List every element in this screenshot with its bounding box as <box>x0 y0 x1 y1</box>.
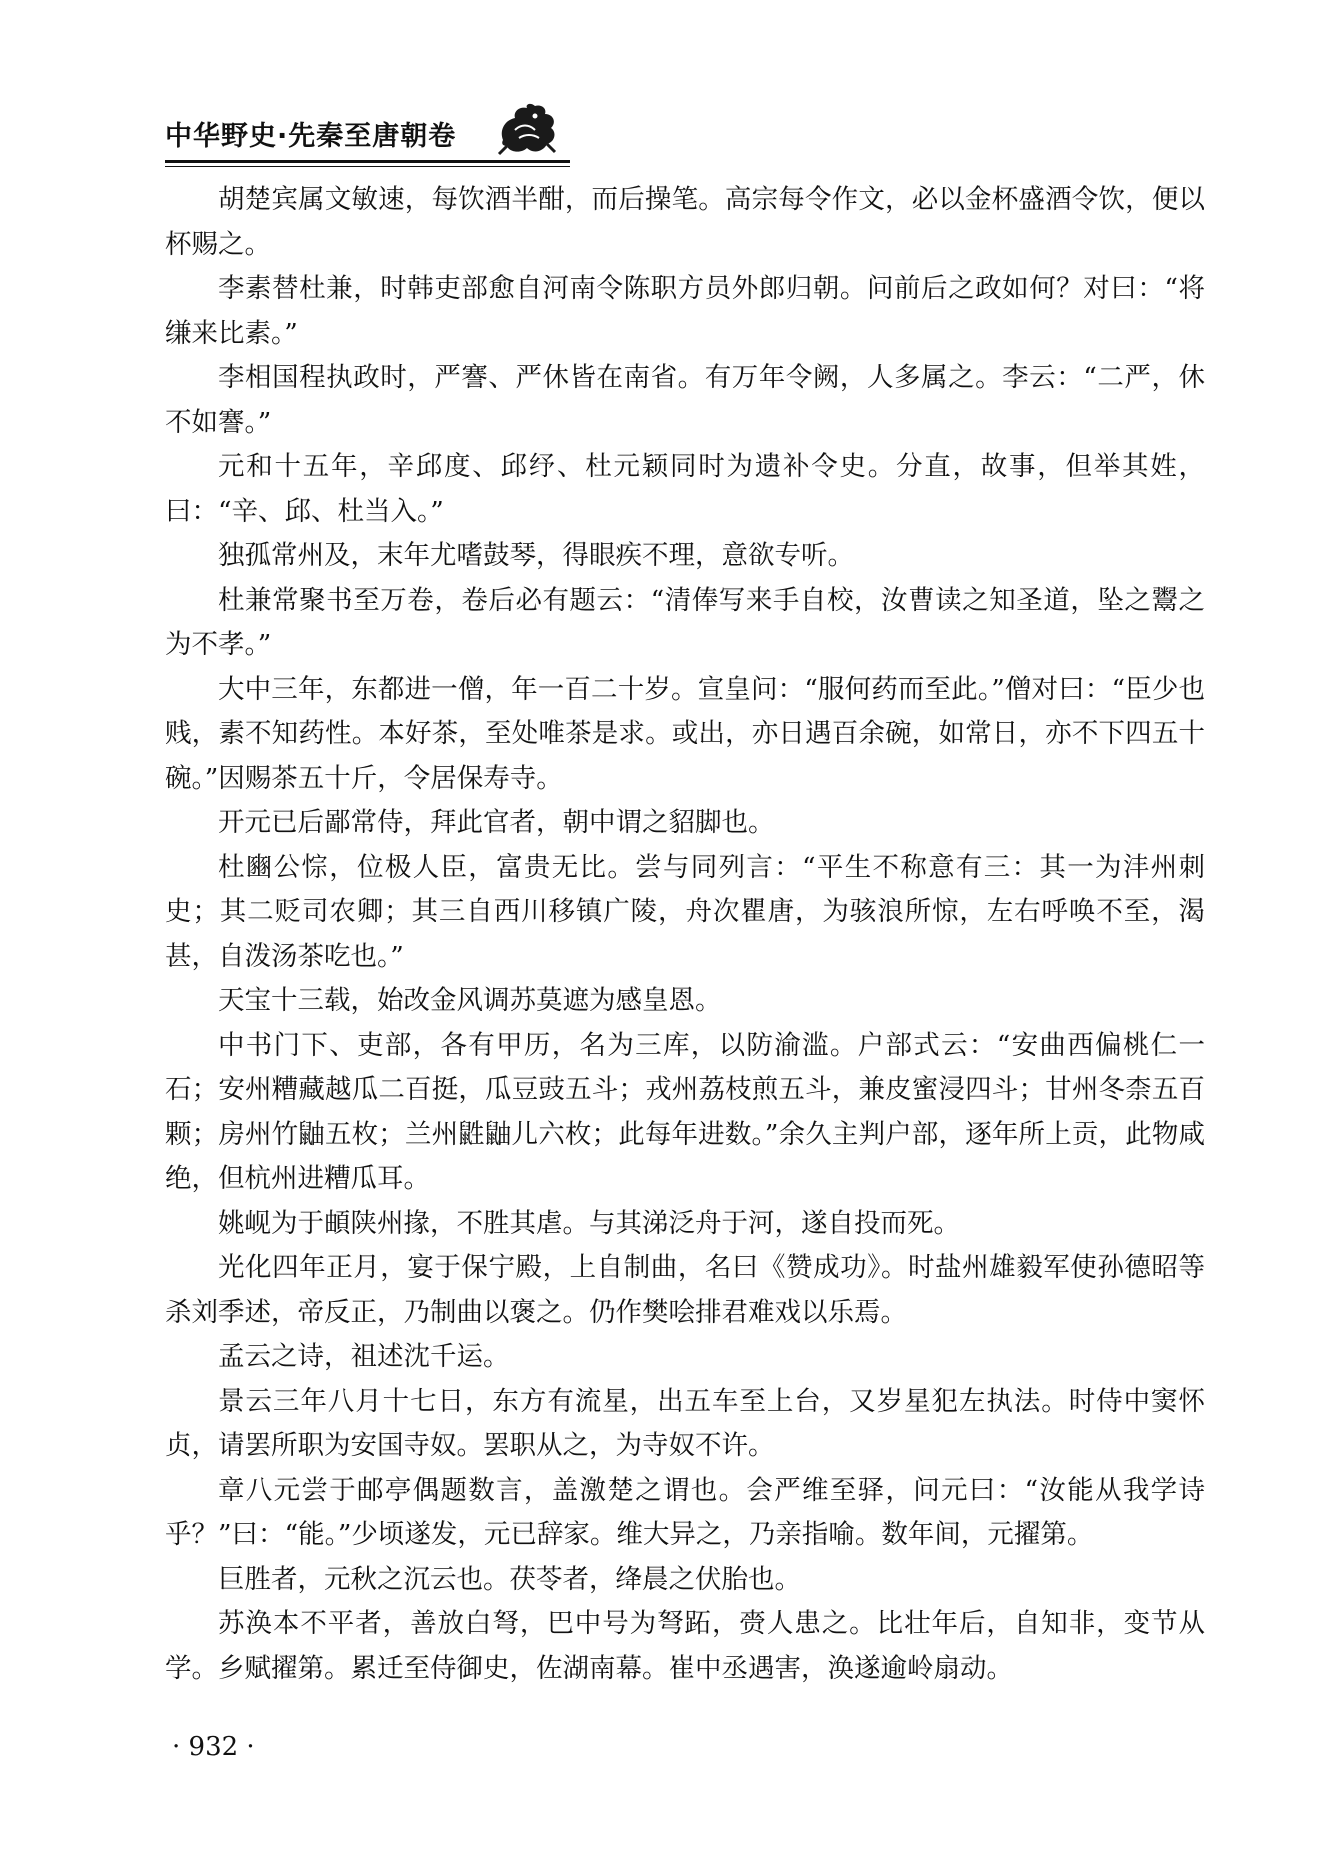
paragraph: 独孤常州及，末年尤嗜鼓琴，得眼疾不理，意欲专听。 <box>218 540 854 571</box>
paragraph: 大中三年，东都进一僧，年一百二十岁。宣皇问：“服何药而至此。”僧对曰：“臣少也贱，素不知药性。本好茶，至处唯茶是求。或出，亦日遇百余碗，如常日，亦不下四五十碗。”因赐茶五十斤，令居保寿寺。 <box>165 673 1205 794</box>
body-text <box>165 178 1205 1691</box>
paragraph: 苏涣本不平者，善放白弩，巴中号为弩跖，赍人患之。比壮年后，自知非，变节从学。乡赋擢第。累迁至侍御史，佐湖南幕。崔中丞遇害，涣遂逾岭扇动。 <box>165 1608 1205 1684</box>
paragraph: 孟云之诗，祖述沈千运。 <box>218 1341 510 1372</box>
paragraph: 杜豳公悰，位极人臣，富贵无比。尝与同列言：“平生不称意有三：其一为沣州刺史；其二贬司农卿；其三自西川移镇广陵，舟次瞿唐，为骇浪所惊，左右呼唤不至，渴甚，自泼汤茶吃也。” <box>165 851 1205 972</box>
dragon-emblem-icon <box>495 100 561 156</box>
paragraph: 李素替杜兼，时韩吏部愈自河南令陈职方员外郎归朝。问前后之政如何？对曰：“将缣来比素。” <box>165 273 1205 349</box>
paragraph: 李相国程执政时，严謇、严休皆在南省。有万年令阙，人多属之。李云：“二严，休不如謇。” <box>165 362 1205 438</box>
paragraph: 中书门下、吏部，各有甲历，名为三库，以防渝滥。户部式云：“安曲西偏桃仁一石；安州糟藏越瓜二百挺，瓜豆豉五斗；戎州荔枝煎五斗，兼皮蜜浸四斗；甘州冬柰五百颗；房州竹鼬五枚；兰州鼪鼬儿六枚；此每年进数。”余久主判户部，逐年所上贡，此物咸绝，但杭州进糟瓜耳。 <box>165 1029 1205 1194</box>
paragraph: 章八元尝于邮亭偶题数言，盖激楚之谓也。会严维至驿，问元曰：“汝能从我学诗乎？”曰：“能。”少顷遂发，元已辞家。维大异之，乃亲指喻。数年间，元擢第。 <box>165 1474 1205 1550</box>
paragraph: 光化四年正月，宴于保宁殿，上自制曲，名曰《赞成功》。时盐州雄毅军使孙德昭等杀刘季述，帝反正，乃制曲以褒之。仍作樊哙排君难戏以乐焉。 <box>165 1252 1205 1328</box>
paragraph: 天宝十三载，始改金风调苏莫遮为感皇恩。 <box>218 985 722 1016</box>
page-number: · 932 · <box>172 1732 255 1762</box>
paragraph: 胡楚宾属文敏速，每饮酒半酣，而后操笔。高宗每令作文，必以金杯盛酒令饮，便以杯赐之。 <box>165 184 1205 260</box>
paragraph: 杜兼常聚书至万卷，卷后必有题云：“清俸写来手自校，汝曹读之知圣道，坠之鬻之为不孝。” <box>165 584 1205 660</box>
running-header <box>165 100 575 160</box>
book-title: 中华野史·先秦至唐朝卷 <box>165 121 457 152</box>
paragraph: 开元已后鄙常侍，拜此官者，朝中谓之貂脚也。 <box>218 807 775 838</box>
paragraph: 景云三年八月十七日，东方有流星，出五车至上台，又岁星犯左执法。时侍中窦怀贞，请罢所职为安国寺奴。罢职从之，为寺奴不许。 <box>165 1385 1205 1461</box>
header-rule <box>165 160 570 163</box>
paragraph: 姚岘为于頔陕州掾，不胜其虐。与其涕泛舟于河，遂自投而死。 <box>218 1207 960 1239</box>
paragraph: 巨胜者，元秋之沉云也。茯苓者，绛晨之伏胎也。 <box>218 1563 801 1595</box>
paragraph: 元和十五年，辛邱度、邱纾、杜元颖同时为遗补令史。分直，故事，但举其姓，曰：“辛、邱、杜当入。” <box>165 451 1205 527</box>
header-rule-thin <box>165 166 570 167</box>
